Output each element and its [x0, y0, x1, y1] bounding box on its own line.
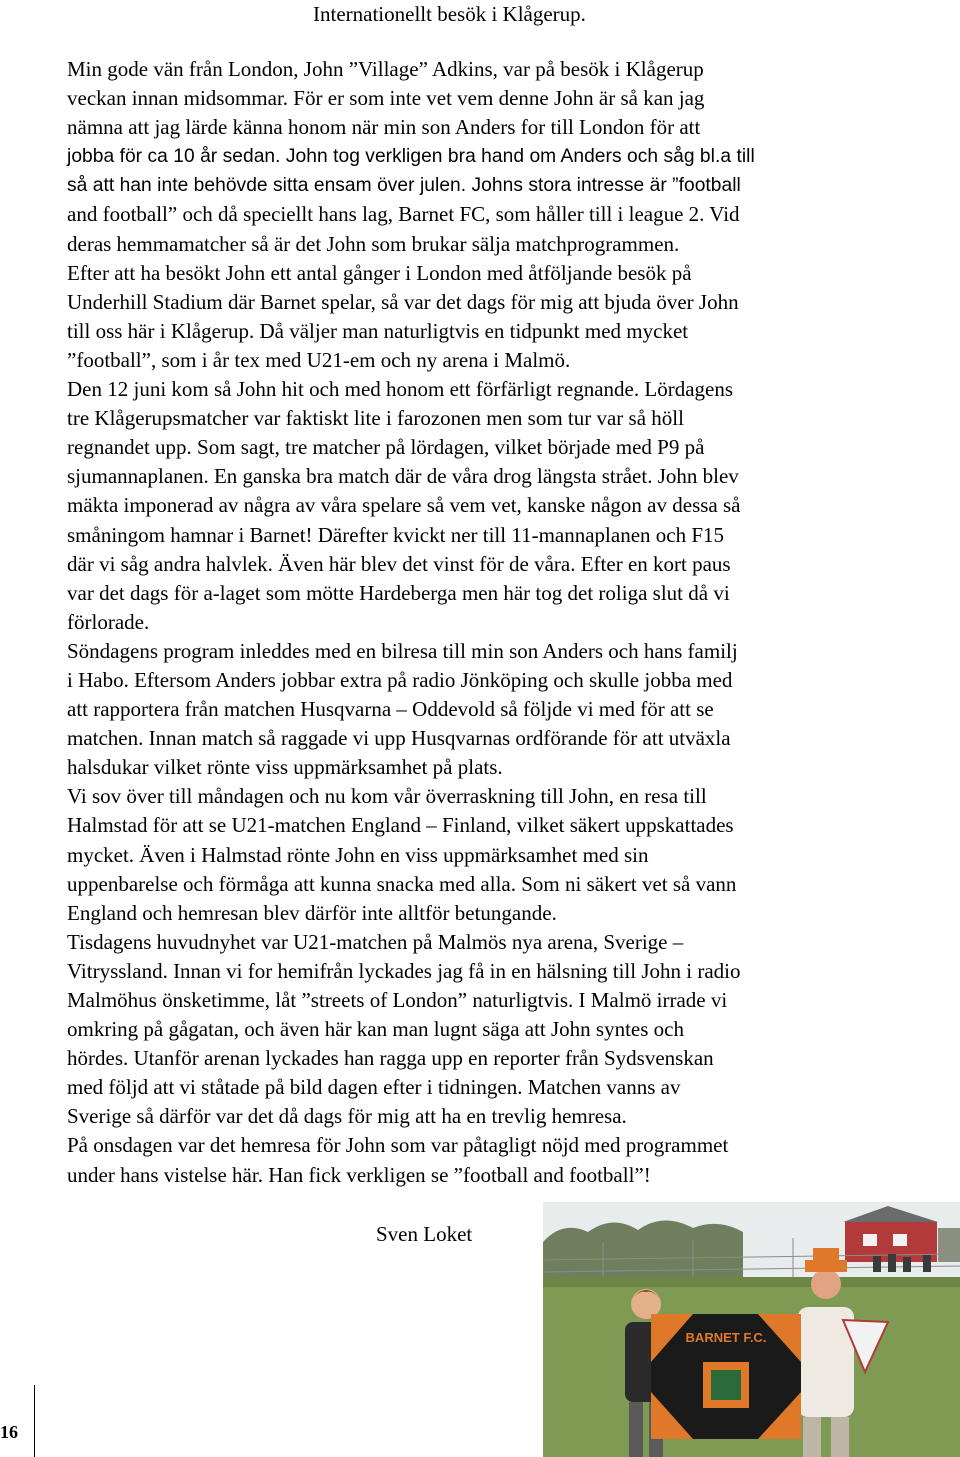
- body-line: uppenbarelse och förmåga att kunna snacka med alla. Som ni säkert vet så vann: [67, 871, 737, 896]
- body-line: Underhill Stadium där Barnet spelar, så var det dags för mig att bjuda över John: [67, 289, 739, 314]
- body-line: Malmöhus önsketimme, låt ”streets of London” naturligtvis. I Malmö irrade vi: [67, 988, 728, 1012]
- body-line: till oss här i Klågerup. Då väljer man naturligtvis en tidpunkt med mycket: [67, 318, 689, 343]
- body-line: deras hemmamatcher så är det John som brukar sälja matchprogrammen.: [67, 231, 680, 256]
- body-line: Sverige så därför var det då dags för mig att ha en trevlig hemresa.: [67, 1104, 627, 1129]
- body-line: mycket. Även i Halmstad rönte John en viss uppmärksamhet med sin: [67, 842, 649, 867]
- body-line: nämna att jag lärde känna honom när min son Anders for till London för att: [67, 115, 701, 140]
- body-line: Vitryssland. Innan vi for hemifrån lyckades jag få in en hälsning till John i radio: [67, 958, 741, 983]
- body-line: tre Klågerupsmatcher var faktiskt lite i farozonen men som tur var så höll: [67, 406, 684, 431]
- body-line: omkring på gågatan, och även här kan man lugnt säga att John syntes och: [67, 1017, 684, 1042]
- body-line: På onsdagen var det hemresa för John som var påtagligt nöjd med programmet: [67, 1133, 729, 1158]
- body-line: Söndagens program inleddes med en bilresa till min son Anders och hans familj: [67, 638, 738, 663]
- body-line: halsdukar vilket rönte viss uppmärksamhet på plats.: [67, 755, 503, 780]
- body-line: mäkta imponerad av några av våra spelare så vem vet, kanske någon av dessa så: [67, 493, 741, 518]
- body-line: hördes. Utanför arenan lyckades han ragga upp en reporter från Sydsvenskan: [67, 1046, 714, 1071]
- body-line: där vi såg andra halvlek. Även här blev det vinst för de våra. Efter en kort paus: [67, 551, 731, 576]
- body-line: Efter att ha besökt John ett antal gånger i London med åtföljande besök på: [67, 260, 692, 285]
- author-signature: Sven Loket: [376, 1222, 473, 1246]
- body-line: så att han inte behövde sitta ensam över julen. Johns stora intresse är ”football: [67, 175, 741, 197]
- article-photo: [543, 1202, 960, 1457]
- page-title: Internationellt besök i Klågerup.: [313, 2, 586, 26]
- body-line: Den 12 juni kom så John hit och med honom ett förfärligt regnande. Lördagens: [67, 377, 734, 402]
- body-line: sjumannaplanen. En ganska bra match där de våra drog längsta strået. John blev: [67, 464, 739, 489]
- body-line: ”football”, som i år tex med U21-em och ny arena i Malmö.: [67, 347, 571, 372]
- article-body: [67, 55, 947, 1190]
- body-line: Halmstad för att se U21-matchen England – Finland, vilket säkert uppskattades: [67, 813, 734, 838]
- page-number: 16: [0, 1422, 18, 1442]
- flag-banner-text: BARNET F.C.: [685, 1330, 767, 1345]
- photo-barnet-flag: [651, 1314, 801, 1439]
- margin-rule: [34, 1385, 35, 1457]
- body-line: i Habo. Eftersom Anders jobbar extra på radio Jönköping och skulle jobba med: [67, 667, 733, 692]
- body-line: regnandet upp. Som sagt, tre matcher på lördagen, vilket började med P9 på: [67, 435, 705, 460]
- body-line: and football” och då speciellt hans lag, Barnet FC, som håller till i league 2. Vid: [67, 202, 740, 227]
- body-line: under hans vistelse här. Han fick verkligen se ”football and football”!: [67, 1162, 651, 1187]
- body-line: veckan innan midsommar. För er som inte vet vem denne John är så kan jag: [67, 86, 705, 111]
- body-line: att rapportera från matchen Husqvarna – Oddevold så följde vi med för att se: [67, 697, 714, 722]
- photo-trees: [543, 1220, 743, 1277]
- body-line: England och hemresan blev därför inte alltför betungande.: [67, 900, 557, 925]
- body-line: Min gode vän från London, John ”Village” Adkins, var på besök i Klågerup: [67, 57, 704, 81]
- body-line: förlorade.: [67, 609, 150, 634]
- body-line: matchen. Innan match så raggade vi upp Husqvarnas ordförande för att utväxla: [67, 726, 731, 751]
- body-line: Vi sov över till måndagen och nu kom vår överraskning till John, en resa till: [67, 784, 707, 809]
- body-line: småningom hamnar i Barnet! Därefter kvickt ner till 11-mannaplanen och F15: [67, 522, 725, 547]
- body-line: Tisdagens huvudnyhet var U21-matchen på Malmös nya arena, Sverige –: [67, 929, 684, 954]
- body-line: var det dags för a-laget som mötte Hardeberga men här tog det roliga slut då vi: [67, 580, 730, 605]
- body-line: jobba för ca 10 år sedan. John tog verkligen bra hand om Anders och såg bl.a till: [67, 146, 755, 168]
- body-line: med följd att vi ståtade på bild dagen efter i tidningen. Matchen vanns av: [67, 1075, 681, 1100]
